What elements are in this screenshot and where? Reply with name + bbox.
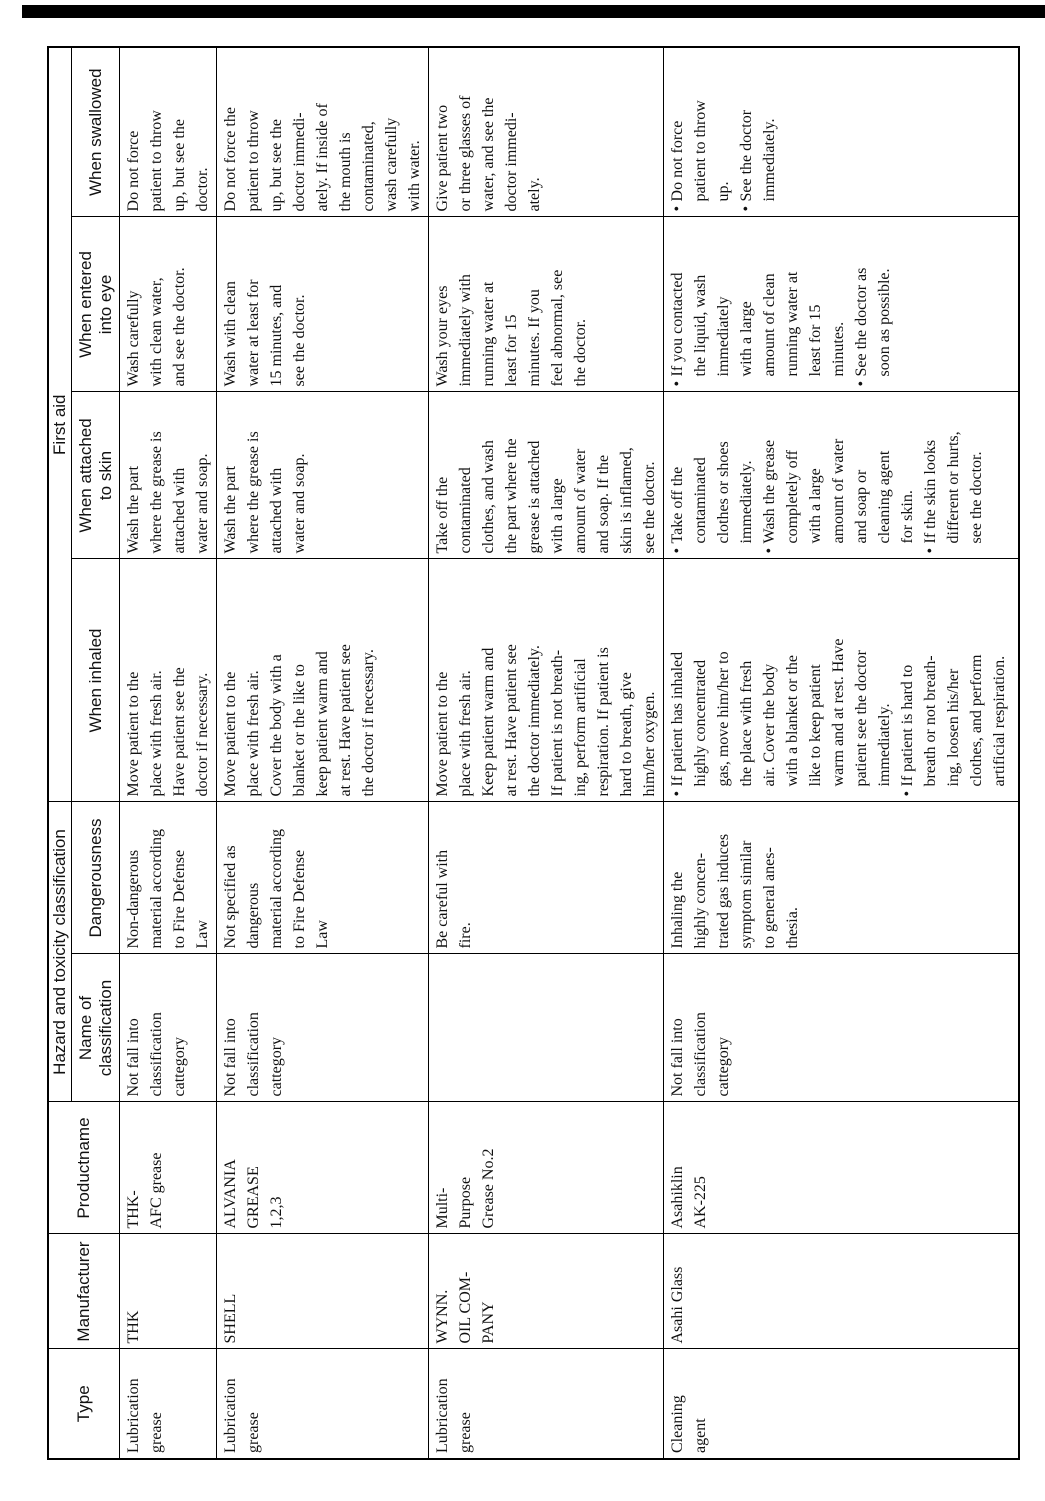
cell-eye: Wash with clean water at least for 15 minutes, and see the doctor.	[217, 217, 429, 392]
cell-manufacturer: Asahi Glass	[664, 1234, 1019, 1349]
bullet-list	[666, 222, 896, 386]
cell-manufacturer: WYNN. OIL COM- PANY	[429, 1234, 664, 1349]
bullet-list	[666, 53, 781, 212]
table-row	[217, 47, 429, 1459]
cell-product: Asahiklin AK-225	[664, 1102, 1019, 1234]
safety-data-table	[47, 46, 1020, 1460]
bullet-item: • Do not force patient to throw up.	[666, 53, 735, 212]
cell-type: Cleaning agent	[664, 1349, 1019, 1459]
table-row	[429, 47, 664, 1459]
cell-eye: Wash your eyes immediately with running water at least for 15 minutes. If you feel abnormal, see the doctor.	[429, 217, 664, 392]
cell-inhaled: Move patient to the place with fresh air. Keep patient warm and at rest. Have patient see the doctor immediately. If patient is not breath- ing, perform artificial respiration. If patient is hard to breath, give him/her oxygen.	[429, 559, 664, 802]
cell-swallowed	[664, 47, 1019, 217]
cell-type: Lubrication grease	[217, 1349, 429, 1459]
bullet-item: • If you contacted the liquid, wash immediately with a large amount of clean running water at least for 15 minutes.	[666, 222, 850, 386]
cell-skin: Wash the part where the grease is attached with water and soap.	[217, 392, 429, 559]
top-rule	[22, 5, 1045, 18]
bullet-item: • Take off the contaminated clothes or shoes immediately.	[666, 397, 758, 553]
bullet-item: • See the doctor as soon as possible.	[850, 222, 896, 386]
bullet-item: • See the doctor immediately.	[735, 53, 781, 212]
header-skin: When attached to skin	[72, 392, 120, 559]
cell-inhaled: Move patient to the place with fresh air. Have patient see the doctor if necessary.	[120, 559, 217, 802]
cell-product: ALVANIA GREASE 1,2,3	[217, 1102, 429, 1234]
bullet-item: • If patient has inhaled highly concentrated gas, move him/her to the place with fresh air. Cover the body with a blanket or the like to keep patient warm and at rest. Have patient see the doctor immediately.	[666, 564, 896, 796]
cell-classification: Not fall into classification cattegory	[664, 954, 1019, 1102]
cell-dangerousness: Be careful with fire.	[429, 802, 664, 954]
cell-product: THK- AFC grease	[120, 1102, 217, 1234]
cell-swallowed: Give patient two or three glasses of water, and see the doctor immedi- ately.	[429, 47, 664, 217]
table-row	[664, 47, 1019, 1459]
cell-swallowed: Do not force patient to throw up, but see the doctor.	[120, 47, 217, 217]
table-body	[120, 47, 1019, 1459]
bullet-item: • If patient is hard to breath or not breath- ing, loosen his/her clothes, and perform artificial respiration.	[896, 564, 1011, 796]
header-inhaled: When inhaled	[72, 559, 120, 802]
header-classification: Name of classification	[72, 954, 120, 1102]
cell-product: Multi- Purpose Grease No.2	[429, 1102, 664, 1234]
header-first-aid-group: First aid	[48, 47, 72, 802]
header-manufacturer: Manufacturer	[48, 1234, 120, 1349]
table-row	[120, 47, 217, 1459]
header-productname: Productname	[48, 1102, 120, 1234]
rotated-table-container	[47, 48, 1010, 1460]
header-hazard-group: Hazard and toxicity classification	[48, 802, 72, 1102]
cell-classification	[429, 954, 664, 1102]
cell-inhaled	[664, 559, 1019, 802]
cell-dangerousness: Inhaling the highly concen- trated gas induces symptom similar to general anes- thesia.	[664, 802, 1019, 954]
header-swallowed: When swallowed	[72, 47, 120, 217]
cell-dangerousness: Non-dangerous material according to Fire Defense Law	[120, 802, 217, 954]
cell-swallowed: Do not force the patient to throw up, but see the doctor immedi- ately. If inside of the mouth is contaminated, wash carefully with water.	[217, 47, 429, 217]
header-eye: When entered into eye	[72, 217, 120, 392]
cell-type: Lubrication grease	[120, 1349, 217, 1459]
cell-classification: Not fall into classification cattegory	[217, 954, 429, 1102]
cell-classification: Not fall into classification cattegory	[120, 954, 217, 1102]
bullet-item: • If the skin looks different or hurts, see the doctor.	[919, 397, 988, 553]
cell-manufacturer: SHELL	[217, 1234, 429, 1349]
cell-eye: Wash carefully with clean water, and see the doctor.	[120, 217, 217, 392]
bullet-list	[666, 564, 1011, 796]
bullet-list	[666, 397, 988, 553]
cell-eye	[664, 217, 1019, 392]
cell-dangerousness: Not specified as dangerous material according to Fire Defense Law	[217, 802, 429, 954]
header-type: Type	[48, 1349, 120, 1459]
header-dangerousness: Dangerousness	[72, 802, 120, 954]
bullet-item: • Wash the grease completely off with a large amount of water and soap or cleaning agent for skin.	[758, 397, 919, 553]
cell-skin: Wash the part where the grease is attached with water and soap.	[120, 392, 217, 559]
cell-inhaled: Move patient to the place with fresh air. Cover the body with a blanket or the like to keep patient warm and at rest. Have patient see the doctor if necessary.	[217, 559, 429, 802]
cell-manufacturer: THK	[120, 1234, 217, 1349]
cell-skin	[664, 392, 1019, 559]
cell-type: Lubrication grease	[429, 1349, 664, 1459]
cell-skin: Take off the contaminated clothes, and wash the part where the grease is attached with a large amount of water and soap. If the skin is inflamed, see the doctor.	[429, 392, 664, 559]
